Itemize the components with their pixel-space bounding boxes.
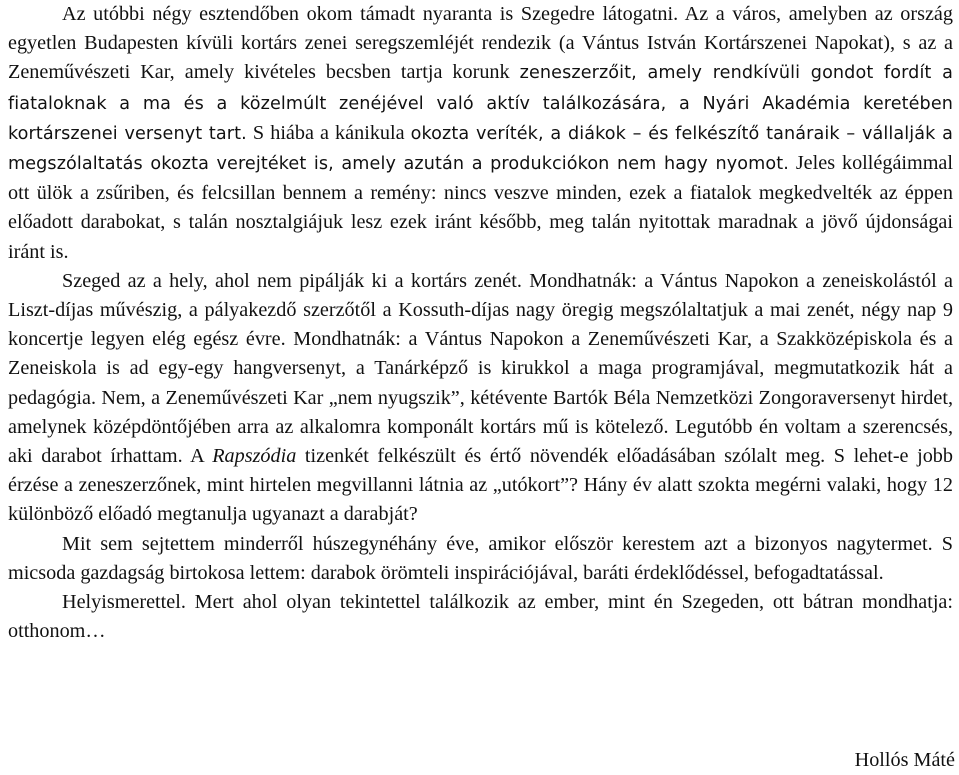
author-signature: Hollós Máté (854, 749, 955, 771)
paragraph-2 (8, 267, 953, 530)
paragraph-1 (8, 0, 953, 267)
paragraph-1-segment-5: Jeles kollégáimmal ott ülök a zsűriben, és felcsillan bennem a remény: nincs veszve minden, ezek a fiatalok megkedvelték az éppen előadott darabokat, s talán nosztalgiájuk lesz ezek iránt később, meg talán nyitottak maradnak a jövő újdonságai iránt is. (8, 152, 953, 263)
document-body (8, 0, 953, 646)
paragraph-4 (8, 588, 953, 646)
paragraph-1-segment-4: okozta veríték, a diákok – és felkészítő tanáraik – vállalják a megszólaltatás okozta verejtéket is, amely azután a produkciókon nem hagy nyomot. (8, 123, 953, 175)
paragraph-2-segment-3: tizenkét felkészült és értő növendék előadásában szólalt meg. S lehet-e jobb érzése a zeneszerzőnek, mint hirtelen megvillanni látnia az „utókort”? Hány év alatt szokta megérni valaki, hogy 12 különböző előadó megtanulja ugyanazt a darabját? (8, 445, 953, 526)
paragraph-1-segment-1: Az utóbbi négy esztendőben okom támadt nyaranta is Szegedre látogatni. Az a város, amelyben az ország egyetlen Budapesten kívüli kortárs zenei seregszemléjét rendezik (a Vántus István Kortárszenei Napokat), s az a Zeneművészeti Kar, amely kivételes becsben tartja korunk (8, 3, 953, 84)
paragraph-1-segment-3: S hiába a kánikula (246, 121, 411, 144)
paragraph-3-segment-1: Mit sem sejtettem minderről húszegynéhány éve, amikor először kerestem azt a bizonyos nagytermet. S micsoda gazdagság birtokosa lettem: darabok örömteli inspirációjával, baráti érdeklődéssel, befogadtatással. (8, 532, 953, 584)
paragraph-4-segment-1: Helyismerettel. Mert ahol olyan tekintettel találkozik az ember, mint én Szegeden, ott bátran mondhatja: otthonom… (8, 591, 953, 643)
paragraph-1-segment-2: zeneszerzőit, amely rendkívüli gondot fordít a fiataloknak a ma és a közelmúlt zenéjével való aktív találkozására, a Nyári Akadémia keretében kortárszenei versenyt tart. (8, 63, 953, 144)
paragraph-2-title-italic: Rapszódia (212, 445, 297, 468)
paragraph-2-segment-1: Szeged az a hely, ahol nem pipálják ki a kortárs zenét. Mondhatnák: a Vántus Napokon a zeneiskolástól a Liszt-díjas művészig, a pályakezdő szerzőtől a Kossuth-díjas nagy öregig megszólaltatjuk a mai zenét, négy nap 9 koncertje legyen elég egész évre. Mondhatnák: a Vántus Napokon a Zeneművészeti Kar, a Szakközépiskola és a Zeneiskola is ad egy-egy hangversenyt, a Tanárképző is kirukkol a maga programjával, megmutatkozik hát a pedagógia. Nem, a Zeneművészeti Kar „nem nyugszik”, kétévente Bartók Béla Nemzetközi Zongoraversenyt hirdet, amelynek középdöntőjében arra az alkalomra komponált kortárs mű is kötelező. Legutóbb én voltam a szerencsés, aki darabot írhattam. A (8, 269, 953, 468)
paragraph-3 (8, 530, 953, 588)
